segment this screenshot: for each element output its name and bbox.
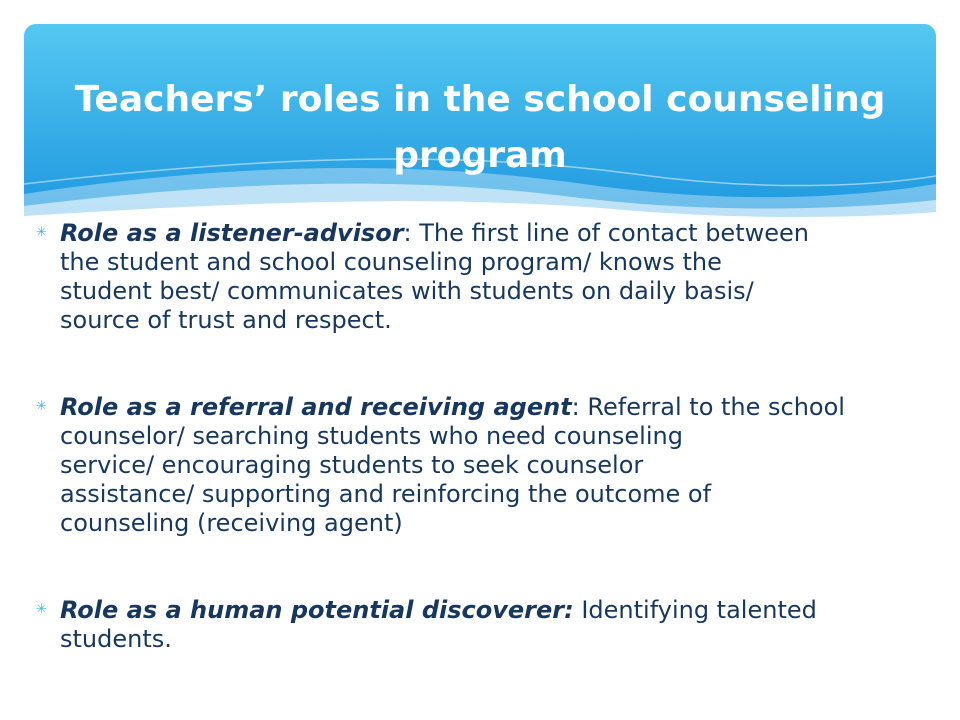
bullet-text-line: counselor/ searching students who need counseling (60, 422, 683, 450)
bullet-human-potential-discoverer (36, 596, 916, 654)
bullet-text-line: source of trust and respect. (60, 306, 392, 334)
bullet-term: Role as a human potential discoverer: (60, 596, 574, 624)
bullet-text-line: assistance/ supporting and reinforcing the outcome of (60, 480, 712, 508)
slide-title (24, 72, 936, 184)
title-banner (24, 24, 936, 220)
bullet-text-line: counseling (receiving agent) (60, 509, 403, 537)
bullet-text-line: The first line of contact between (419, 219, 809, 247)
bullet-text-line: Identifying talented (581, 596, 817, 624)
bullet-term: Role as a listener-advisor (60, 219, 404, 247)
slide-title-line-2: program (393, 135, 567, 176)
asterisk-bullet-icon: ✳ (36, 399, 47, 414)
slide-title-line-1: Teachers’ roles in the school counseling (74, 79, 886, 120)
bullet-referral-receiving-agent: ✳ Role as a referral and receiving agent: Referral to the school counselor/ searching students who need counseling service/ encouraging students to seek counselor assistance/ supporting and reinforcing the outcome of counseling (receiving agent) (36, 393, 916, 538)
asterisk-bullet-icon: ✳ (36, 225, 47, 240)
bullet-listener-advisor: ✳ Role as a listener-advisor: The first line of contact between the student and school counseling program/ knows the student best/ communicates with students on daily basis/ source of trust and respect. (36, 219, 916, 335)
bullet-term: Role as a referral and receiving agent (60, 393, 572, 421)
bullet-text-line: students. (60, 625, 172, 653)
bullet-list (36, 219, 916, 712)
bullet-text-line: the student and school counseling program/ knows the (60, 248, 722, 276)
asterisk-bullet-icon: ✳ (36, 602, 47, 617)
bullet-text-line: student best/ communicates with students on daily basis/ (60, 277, 754, 305)
bullet-text-line: service/ encouraging students to seek counselor (60, 451, 644, 479)
bullet-text-line: Referral to the school (587, 393, 845, 421)
